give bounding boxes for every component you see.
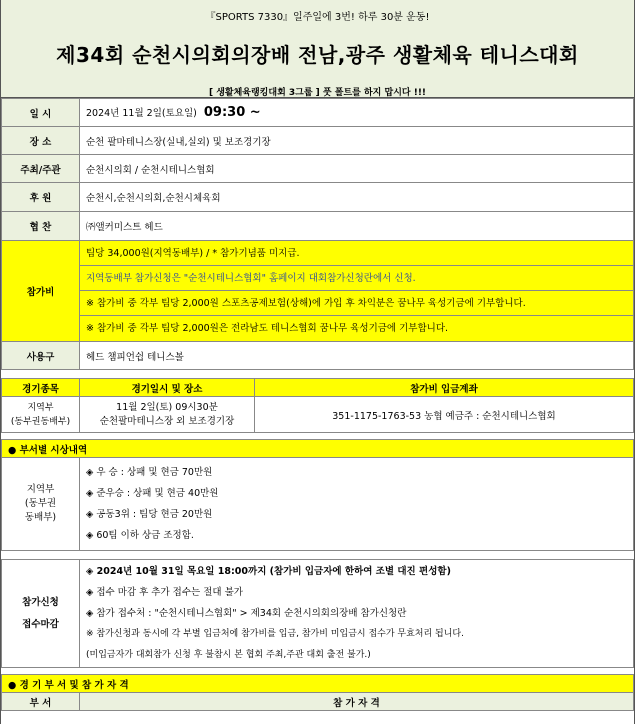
prizes-bar: ● 부서별 시상내역 xyxy=(2,440,634,458)
fee-line: ※ 참가비 중 각부 팀당 2,000원 스포츠공제보험(상해)에 가입 후 차익분은 꿈나무 육성기금에 기부합니다. xyxy=(80,291,633,316)
list-item: ◈ 공동3위 : 팀당 현금 20만원 xyxy=(86,509,213,520)
list-item: ※ 참가신청과 동시에 각 부별 입금처에 참가비를 입금, 참가비 미입금시 접수가 무효처리 됩니다. xyxy=(86,629,464,639)
fee-line: ※ 참가비 중 각부 팀당 2,000원은 전라남도 테니스협회 꿈나무 육성기금에 기부합니다. xyxy=(86,323,449,334)
date-value xyxy=(80,99,634,127)
fee-line: 지역동배부 참가신청은 "순천시테니스협회" 홈페이지 대회참가신청란에서 신청. xyxy=(80,266,633,291)
fee-details xyxy=(80,241,634,342)
schedule-header: 경기일시 및 장소 xyxy=(80,379,255,397)
list-item: ◈ 60팀 이하 상금 조정함. xyxy=(86,530,194,541)
support-value: 순천시,순천시의회,순천시체육회 xyxy=(80,183,634,212)
registration-list xyxy=(80,560,634,668)
registration-label: 참가신청 접수마감 xyxy=(2,560,80,668)
eligibility-header: 부 서 xyxy=(2,693,80,711)
list-item: ◈ 접수 마감 후 추가 접수는 절대 불가 xyxy=(86,587,243,598)
list-item: ◈ 우 승 : 상패 및 현금 70만원 xyxy=(86,467,213,478)
fee-label: 참가비 xyxy=(2,241,80,342)
list-item: (미입금자가 대회참가 신청 후 불참시 본 협회 주최,주관 대회 출전 불가.) xyxy=(86,650,371,660)
info-table xyxy=(1,98,634,370)
eligibility-header: 참 가 자 격 xyxy=(80,693,634,711)
eligibility-bar: ● 경 기 부 서 및 참 가 자 격 xyxy=(2,675,634,693)
datetime-cell: 11월 2일(토) 09시30분 순천팔마테니스장 외 보조경기장 xyxy=(80,397,255,433)
venue-label: 장 소 xyxy=(2,127,80,155)
start-time: 09:30 ~ xyxy=(203,105,261,120)
prize-list xyxy=(80,458,634,551)
ball-value: 헤드 챔피언쉽 테니스볼 xyxy=(80,342,634,370)
host-value: 순천시의회 / 순천시테니스협회 xyxy=(80,155,634,183)
venue-value: 순천 팔마테니스장(실내,실외) 및 보조경기장 xyxy=(80,127,634,155)
account-cell: 351-1175-1763-53 농협 예금주 : 순천시테니스협회 xyxy=(255,397,634,433)
prize-division: 지역부 (동부권 동배부) xyxy=(2,458,80,551)
list-item: ◈ 준우승 : 상패 및 현금 40만원 xyxy=(86,488,219,499)
fee-line: 팀당 34,000원(지역동배부) / * 참가기념품 미지급. xyxy=(80,241,633,266)
host-label: 주최/주관 xyxy=(2,155,80,183)
schedule-header: 참가비 입금계좌 xyxy=(255,379,634,397)
support-label: 후 원 xyxy=(2,183,80,212)
slogan: 『SPORTS 7330』일주일에 3번! 하루 30분 운동! xyxy=(205,12,430,23)
date-label: 일 시 xyxy=(2,99,80,127)
eligibility-table xyxy=(1,674,634,711)
sponsor-label: 협 찬 xyxy=(2,212,80,241)
notice: [ 생활체육랭킹대회 3그룹 ] 풋 폴트를 하지 맙시다 !!! xyxy=(208,88,427,98)
prizes-table xyxy=(1,439,634,551)
event-cell: 지역부 (동부권동배부) xyxy=(2,397,80,433)
registration-table xyxy=(1,559,634,668)
header xyxy=(1,0,634,98)
sponsor-value: ㈜앨커미스트 헤드 xyxy=(80,212,634,241)
list-item: ◈ 참가 접수처 : "순천시테니스협회" > 제34회 순천시의회의장배 참가신청란 xyxy=(86,608,407,619)
page-title: 제34회 순천시의회의장배 전남,광주 생활체육 테니스대회 xyxy=(56,43,579,67)
list-item: ◈ 2024년 10월 31일 목요일 18:00까지 (참가비 입금자에 한하여 조별 대진 편성함) xyxy=(86,566,451,577)
schedule-table xyxy=(1,378,634,433)
schedule-header: 경기종목 xyxy=(2,379,80,397)
ball-label: 사용구 xyxy=(2,342,80,370)
date-text: 2024년 11월 2일(토요일) xyxy=(86,108,197,119)
